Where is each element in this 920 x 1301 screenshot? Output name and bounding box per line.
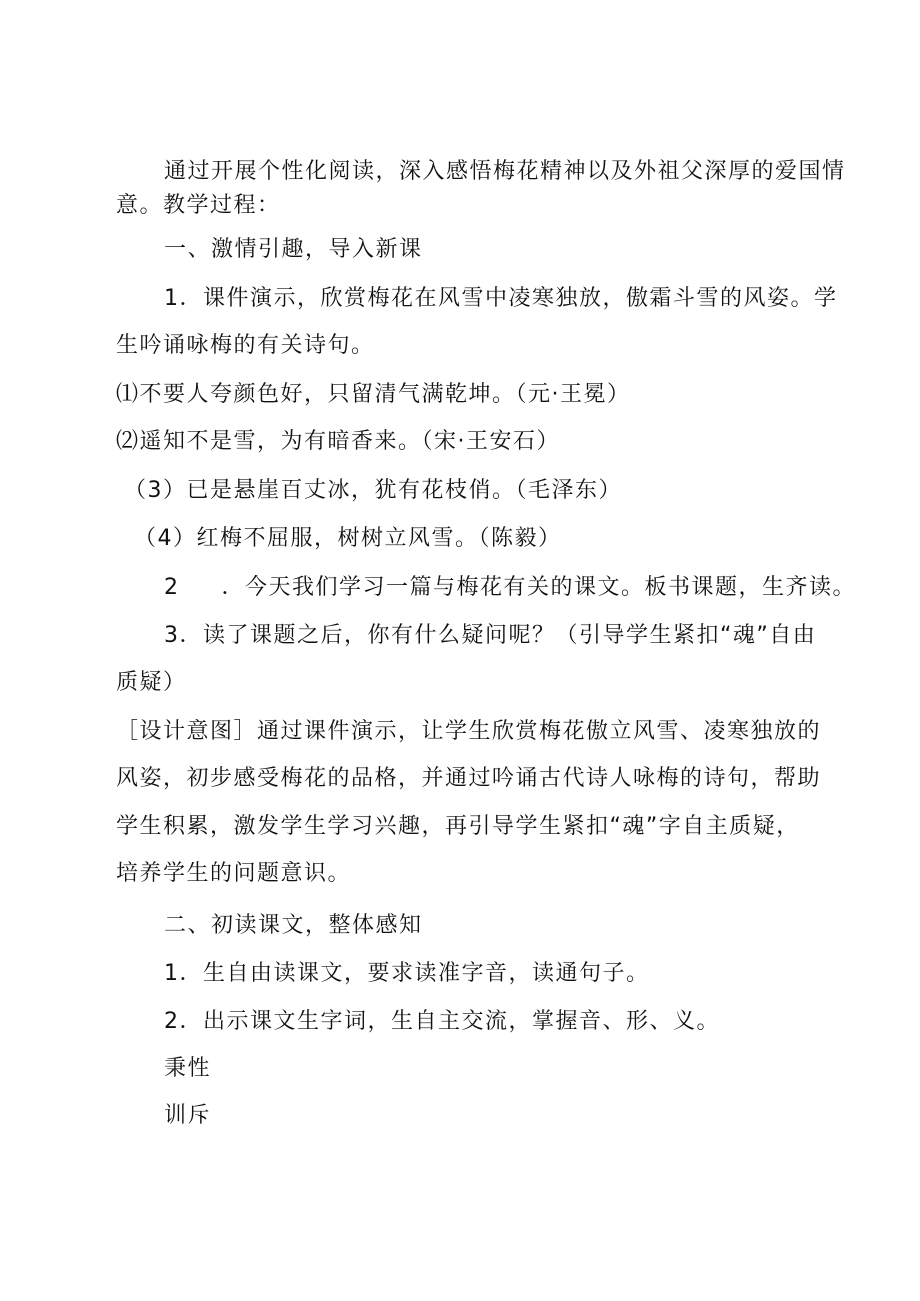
design-intent-line4: 培养学生的问题意识。 (116, 861, 352, 886)
vocab-word-2: 训斥 (164, 1103, 212, 1128)
poem-line-4: （4）红梅不屈服，树树立风雪。（陈毅） (134, 526, 562, 551)
para1-line2: 意。教学过程： (116, 193, 281, 218)
design-intent-line2: 风姿，初步感受梅花的品格，并通过吟诵古代诗人咏梅的诗句，帮助 (116, 766, 822, 791)
poem-line-3: （3）已是悬崖百丈冰，犹有花枝俏。（毛泽东） (124, 478, 622, 503)
poem-line-2: ⑵遥知不是雪，为有暗香来。（宋·王安石） (116, 429, 560, 454)
poem-line-1: ⑴不要人夸颜色好，只留清气满乾坤。（元·王冕） (116, 382, 631, 407)
design-intent-line1: ［设计意图］通过课件演示，让学生欣赏梅花傲立风雪、凌寒独放的 (116, 719, 822, 744)
section2-item1: 1．生自由读课文，要求读准字音，读通句子。 (164, 961, 650, 986)
item3-line1: 3．读了课题之后，你有什么疑问呢？（引导学生紧扣“魂”自由 (164, 623, 817, 648)
section1-heading: 一、激情引趣，导入新课 (164, 237, 423, 262)
para1-line1: 通过开展个性化阅读，深入感悟梅花精神以及外祖父深厚的爱国情 (164, 159, 846, 184)
design-intent-line3: 学生积累，激发学生学习兴趣，再引导学生紧扣“魂”字自主质疑， (116, 814, 800, 839)
item3-line2: 质疑） (116, 670, 187, 695)
item2-number: 2 (164, 575, 180, 600)
item1-line1: 1．课件演示，欣赏梅花在风雪中凌寒独放，傲霜斗雪的风姿。学 (164, 286, 838, 311)
vocab-word-1: 秉性 (164, 1056, 212, 1081)
item2-text: ．今天我们学习一篇与梅花有关的课文。板书课题，生齐读。 (221, 575, 857, 600)
section2-heading: 二、初读课文，整体感知 (164, 913, 423, 938)
item2-line (164, 574, 856, 602)
section2-item2: 2．出示课文生字词，生自主交流，掌握音、形、义。 (164, 1009, 720, 1034)
item1-line2: 生吟诵咏梅的有关诗句。 (116, 333, 375, 358)
